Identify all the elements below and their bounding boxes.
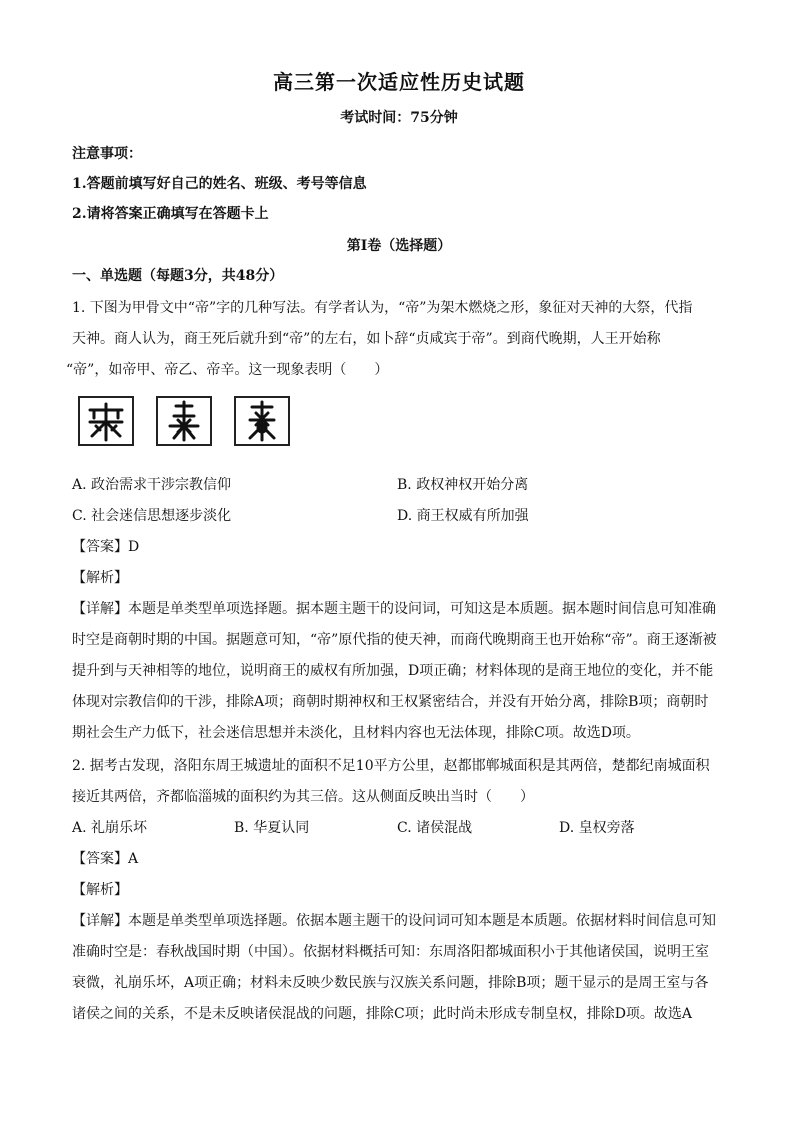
section-title: 第Ⅰ卷（选择题） [346, 238, 452, 254]
option-b: B. 华夏认同 [234, 820, 310, 836]
option-b: B. 政权神权开始分离 [397, 477, 529, 493]
question-text: 1. 下图为甲骨文中“帝”字的几种写法。有学者认为，“帝”为架木燃烧之形，象征对天神的大祭，代指 [72, 300, 693, 316]
detail-text: 【详解】本题是单类型单项选择题。依据本题主题干的设问词可知本题是本质题。依据材料时间信息可知 [72, 913, 716, 929]
part-heading: 一、单选题（每题3分，共48分） [72, 268, 284, 284]
answer-label: 【答案】D [72, 539, 140, 555]
analysis-label: 【解析】 [72, 570, 128, 586]
option-a: A. 政治需求干涉宗教信仰 [72, 477, 232, 493]
analysis-label: 【解析】 [72, 882, 128, 898]
detail-text: 准确时空是：春秋战国时期（中国）。依据材料概括可知：东周洛阳都城面积小于其他诸侯国，说明王室 [72, 944, 709, 960]
detail-text: 提升到与天神相等的地位，说明商王的威权有所加强，D项正确；材料体现的是商王地位的变化，并不能 [72, 663, 714, 679]
question-text: 天神。商人认为，商王死后就升到“帝”的左右，如卜辞“贞咸宾于帝”。到商代晚期，人王开始称 [72, 331, 661, 347]
oracle-glyph-di-3 [234, 396, 290, 446]
oracle-glyph-di-1 [78, 396, 134, 446]
answer-label: 【答案】A [72, 851, 139, 867]
notice-heading: 注意事项： [72, 146, 142, 162]
detail-text: 体现对宗教信仰的干涉，排除A项；商朝时期神权和王权紧密结合，并没有开始分离，排除B项；商朝时 [72, 694, 709, 710]
option-c: C. 社会迷信思想逐步淡化 [72, 508, 232, 524]
detail-text: 期社会生产力低下，社会迷信思想并未淡化，且材料内容也无法体现，排除C项。故选D项。 [72, 725, 640, 741]
option-d: D. 皇权旁落 [559, 820, 635, 836]
detail-text: 诸侯之间的关系，不是未反映诸侯混战的问题，排除C项；此时尚未形成专制皇权，排除D项。故选A [72, 1006, 693, 1022]
option-a: A. 礼崩乐坏 [72, 820, 148, 836]
detail-text: 【详解】本题是单类型单项选择题。据本题主题干的设问词，可知这是本质题。据本题时间信息可知准确 [72, 601, 716, 617]
notice-item: 2.请将答案正确填写在答题卡上 [72, 206, 269, 222]
page-title: 高三第一次适应性历史试题 [273, 70, 525, 94]
notice-item: 1.答题前填写好自己的姓名、班级、考号等信息 [72, 176, 367, 192]
exam-time: 考试时间：75分钟 [340, 110, 458, 126]
question-text: 2. 据考古发现，洛阳东周王城遗址的面积不足10平方公里，赵都邯郸城面积是其两倍，楚都纪南城面积 [72, 758, 710, 774]
option-c: C. 诸侯混战 [397, 820, 473, 836]
detail-text: 时空是商朝时期的中国。据题意可知，“帝”原代指的使天神，而商代晚期商王也开始称“帝”。商王逐渐被 [72, 632, 717, 648]
detail-text: 衰微，礼崩乐坏，A项正确；材料未反映少数民族与汉族关系问题，排除B项；题干显示的是周王室与各 [72, 975, 709, 991]
option-d: D. 商王权威有所加强 [397, 508, 529, 524]
question-text: 接近其两倍，齐都临淄城的面积约为其三倍。这从侧面反映出当时（ ） [72, 789, 534, 805]
oracle-glyph-di-2 [156, 396, 212, 446]
question-text: “帝”，如帝甲、帝乙、帝辛。这一现象表明（ ） [66, 362, 389, 378]
